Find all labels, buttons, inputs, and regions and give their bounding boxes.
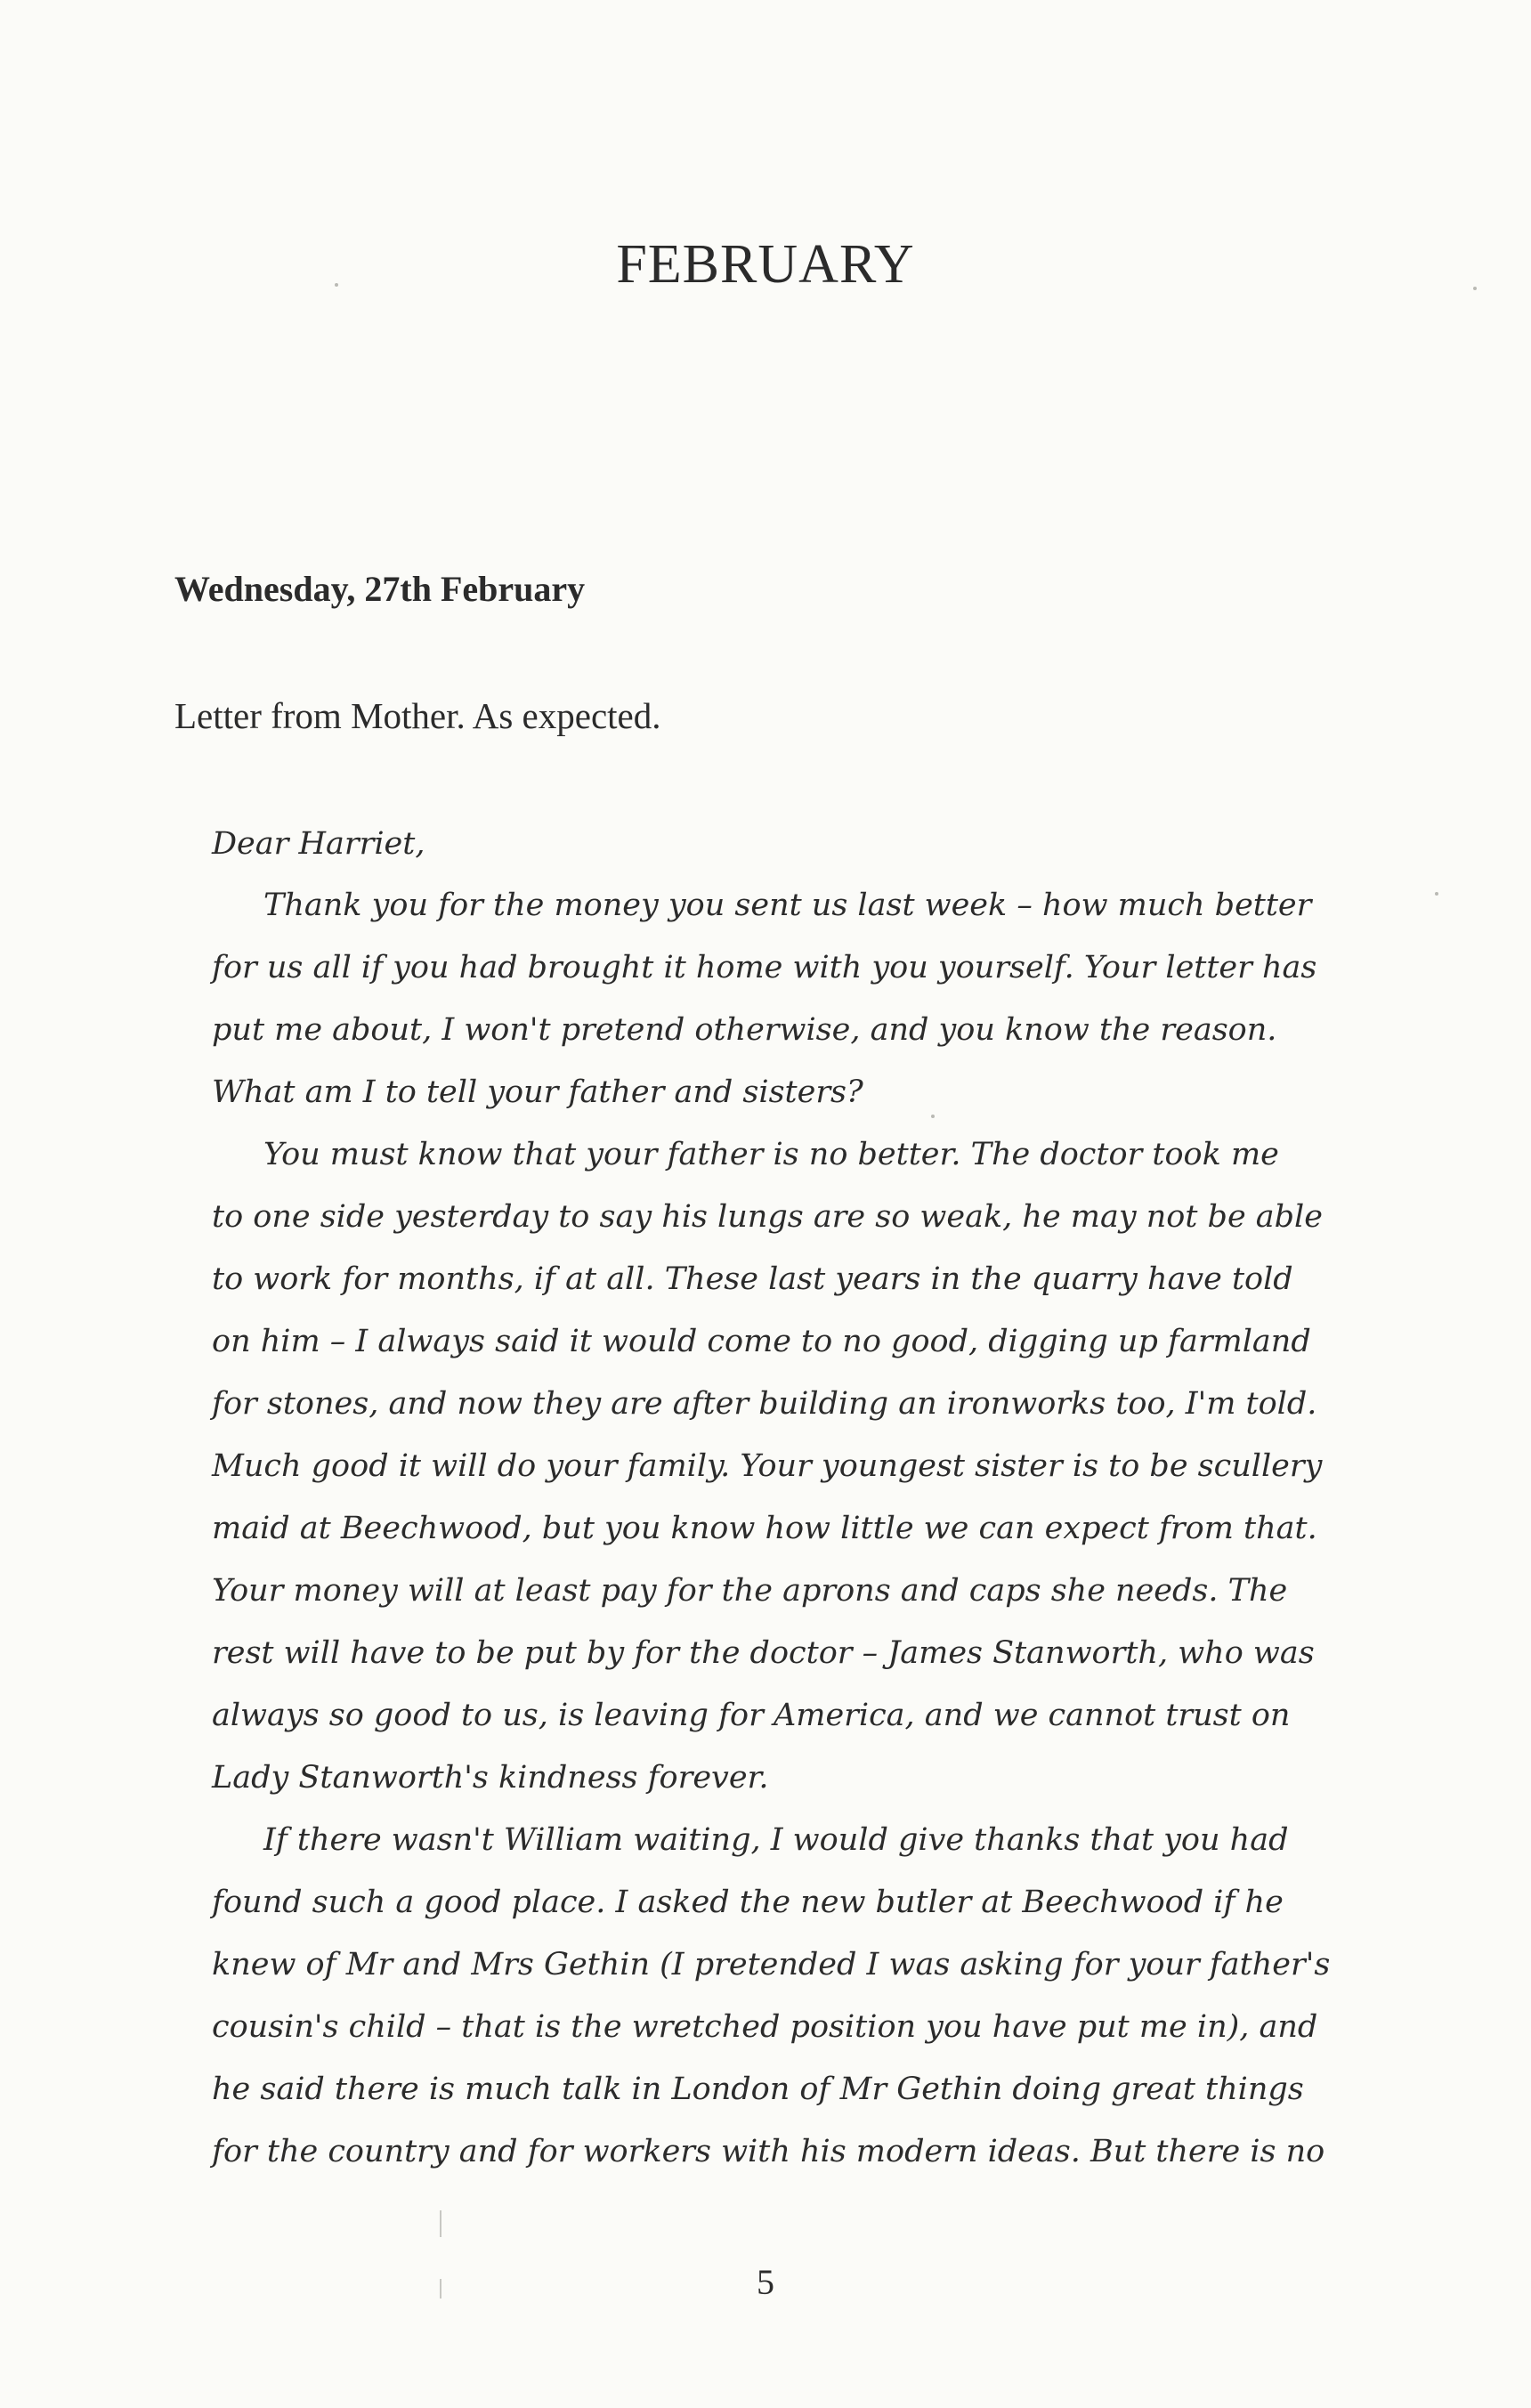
letter-line: found such a good place. I asked the new butler at Beechwood if he (212, 1885, 1284, 1920)
letter-line: Lady Stanworth's kindness forever. (212, 1760, 769, 1796)
scan-speck (1473, 287, 1477, 290)
letter-line: to work for months, if at all. These last years in the quarry have told (212, 1261, 1293, 1297)
letter-line: put me about, I won't pretend otherwise, and you know the reason. (212, 1012, 1277, 1048)
letter-line: for us all if you had brought it home with you yourself. Your letter has (212, 950, 1317, 985)
letter-line: Much good it will do your family. Your youngest sister is to be scullery (212, 1448, 1323, 1484)
letter-line: You must know that your father is no better. The doctor took me (263, 1137, 1279, 1172)
letter-line: to one side yesterday to say his lungs are so weak, he may not be able (212, 1199, 1323, 1235)
scan-mark (440, 2279, 441, 2299)
scan-mark (440, 2210, 441, 2237)
letter-line: rest will have to be put by for the doctor – James Stanworth, who was (212, 1635, 1315, 1671)
scan-speck (335, 283, 338, 287)
letter-line: maid at Beechwood, but you know how little we can expect from that. (212, 1511, 1317, 1546)
letter-line: he said there is much talk in London of Mr Gethin doing great things (212, 2072, 1304, 2107)
letter-lines (212, 874, 1335, 2183)
letter-line: cousin's child – that is the wretched position you have put me in), and (212, 2009, 1318, 2045)
entry-date-heading: Wednesday, 27th February (174, 569, 586, 609)
letter-salutation: Dear Harriet, (212, 826, 425, 862)
letter-line: Your money will at least pay for the aprons and caps she needs. The (212, 1573, 1288, 1609)
letter-line: If there wasn't William waiting, I would give thanks that you had (263, 1822, 1289, 1858)
letter-line: for stones, and now they are after building an ironworks too, I'm told. (212, 1386, 1317, 1422)
letter-line: on him – I always said it would come to no good, digging up farmland (212, 1324, 1311, 1359)
letter-line: Thank you for the money you sent us last week – how much better (263, 888, 1312, 923)
scan-speck (931, 1115, 935, 1118)
letter-line: What am I to tell your father and sisters? (212, 1074, 863, 1110)
scan-speck (1435, 892, 1438, 896)
letter-body (212, 814, 1335, 2183)
page-number: 5 (757, 2262, 774, 2302)
letter-line: for the country and for workers with his modern ideas. But there is no (212, 2134, 1325, 2169)
letter-line: always so good to us, is leaving for America, and we cannot trust on (212, 1698, 1291, 1733)
chapter-title: FEBRUARY (616, 234, 915, 295)
letter-line: knew of Mr and Mrs Gethin (I pretended I was asking for your father's (212, 1947, 1331, 1982)
entry-intro-text: Letter from Mother. As expected. (174, 695, 661, 736)
